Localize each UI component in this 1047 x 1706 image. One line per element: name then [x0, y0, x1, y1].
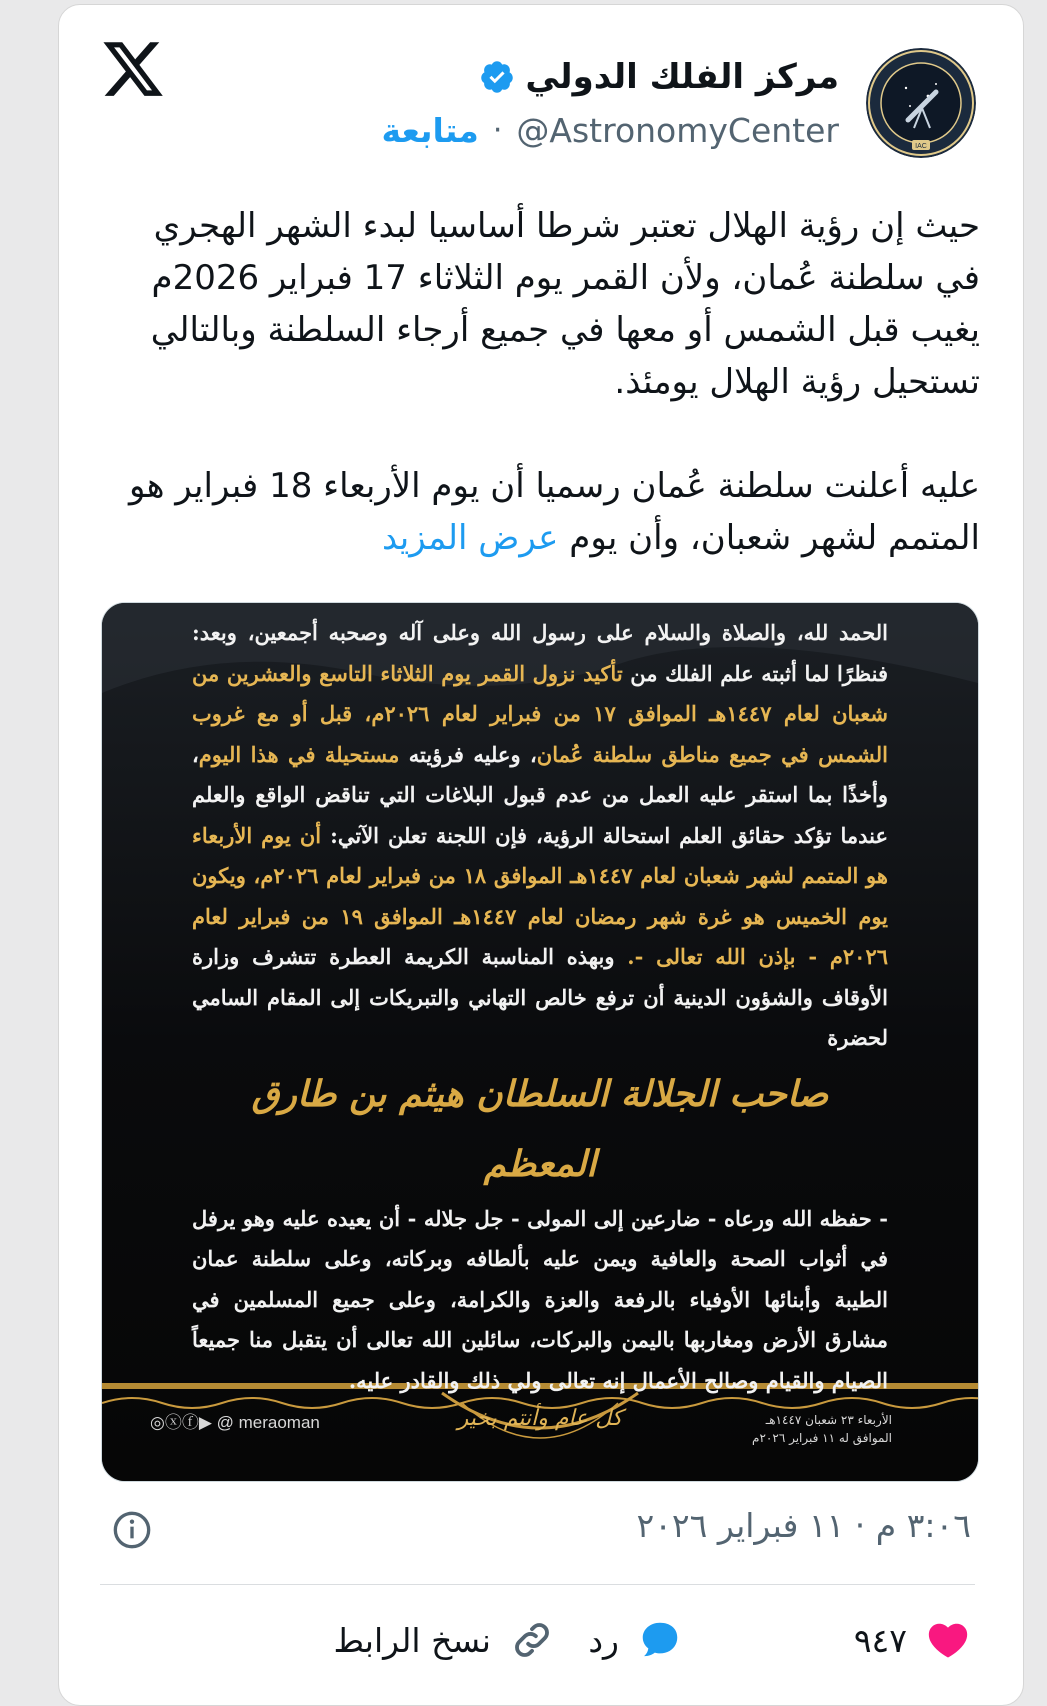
announcement-text	[192, 613, 888, 1401]
media-date	[752, 1411, 892, 1447]
tweet-timestamp[interactable]: ٣:٠٦ م · ١١ فبراير ٢٠٢٦	[636, 1506, 971, 1545]
announcement-line-1: الحمد لله، والصلاة والسلام على رسول الله وعلى آله وصحبه أجمعين، وبعد:	[192, 620, 888, 645]
separator-dot: ·	[492, 112, 503, 148]
x-logo-icon[interactable]	[100, 36, 166, 102]
tweet-paragraph-2-text: عليه أعلنت سلطنة عُمان رسميا أن يوم الأربعاء 18 فبراير هو المتمم لشهر شعبان، وأن يوم	[129, 466, 980, 558]
reply-label: رد	[588, 1620, 619, 1660]
author-name-row	[479, 52, 839, 102]
avatar[interactable]	[866, 48, 976, 158]
display-name[interactable]: مركز الفلك الدولي	[525, 57, 839, 97]
tweet-media-image[interactable]	[101, 602, 979, 1482]
tweet-paragraph-2	[120, 460, 980, 564]
announcement-line-4: وبهذه المناسبة الكريمة العطرة تتشرف وزارة الأوقاف والشؤون الدينية أن ترفع خالص التهاني والتبريكات إلى المقام السامي لحضرة	[192, 944, 888, 1050]
announcement-line-2d: مستحيلة في هذا اليوم	[198, 741, 400, 767]
like-action[interactable]	[854, 1610, 971, 1670]
link-icon[interactable]	[509, 1617, 555, 1663]
follow-button[interactable]: متابعة	[381, 110, 479, 150]
svg-text:IAC: IAC	[915, 143, 927, 150]
media-date-gregorian: الموافق له ١١ فبراير ٢٠٢٦م	[752, 1431, 892, 1445]
announcement-line-3: أن يوم الأربعاء هو المتمم لشهر شعبان لعام ١٤٤٧هـ الموافق ١٨ من فبراير لعام ٢٠٢٦م، ويكون يوم الخميس هو غرة شهر رمضان لعام ١٤٤٧هـ الموافق ١٩ من فبراير لعام ٢٠٢٦م - بإذن الله تعالى -.	[192, 822, 889, 969]
like-count: ٩٤٧	[853, 1620, 907, 1660]
author-handle[interactable]: @AstronomyCenter	[516, 110, 839, 150]
announcement-line-5: - حفظه الله ورعاه - ضارعين إلى المولى - جل جلاله - أن يعيده عليه وهو يرفل في أثواب الصحة والعافية ويمن عليه بألطافه وبركاته، وعلى سلطنة عمان الطيبة وأبنائها الأوفياء بالرفعة والعزة والكرامة، وعلى جميع المسلمين في مشارق الأرض ومغاربها باليمن والبركات، سائلين الله تعالى أن يتقبل منا جميعاً الصيام والقيام وصالح الأعمال إنه تعالى ولي ذلك والقادر عليه.	[192, 1205, 888, 1393]
media-social-handle: ◎ⓧⓕ▶ @ meraoman	[150, 1413, 320, 1432]
announcement-line-2b: تأكيد نزول القمر يوم الثلاثاء التاسع والعشرين من شعبان لعام ١٤٤٧هـ الموافق ١٧ من فبراير لعام ٢٠٢٦م، قبل أو مع غروب الشمس في جميع مناطق سلطنة عُمان	[192, 660, 889, 767]
reply-bubble-icon[interactable]	[637, 1617, 683, 1663]
royal-title: صاحب الجلالة السلطان هيثم بن طارق المعظم	[251, 1072, 829, 1185]
tweet-paragraph-1: حيث إن رؤية الهلال تعتبر شرطا أساسيا لبدء الشهر الهجري في سلطنة عُمان، ولأن القمر يوم الثلاثاء 17 فبراير 2026م يغيب قبل الشمس أو معها في جميع أرجاء السلطنة وبالتالي تستحيل رؤية الهلال يومئذ.	[150, 206, 980, 402]
copy-link-label: نسخ الرابط	[333, 1620, 491, 1660]
announcement-line-2a: فنظرًا لما أثبته علم الفلك من	[622, 660, 888, 686]
info-icon[interactable]	[112, 1510, 152, 1550]
divider	[100, 1584, 975, 1585]
media-signature: كل عام وأنتم بخير	[457, 1406, 623, 1431]
heart-icon[interactable]	[925, 1617, 971, 1663]
media-footer	[102, 1376, 978, 1481]
tweet-text	[120, 200, 980, 564]
show-more-link[interactable]: عرض المزيد	[381, 518, 559, 558]
handle-row	[382, 106, 839, 154]
verified-badge-icon	[479, 59, 515, 95]
announcement-line-2e: ، وأخذًا بما استقر عليه العمل من عدم قبول البلاغات التي تناقض الواقع والعلم عندما تؤكد حقائق العلم استحالة الرؤية، فإن اللجنة تعلن الآتي:	[192, 741, 889, 848]
reply-action[interactable]	[588, 1610, 683, 1670]
announcement-line-2c: ، وعليه فرؤيته	[399, 741, 537, 767]
copy-link-action[interactable]	[333, 1610, 555, 1670]
media-date-hijri: الأربعاء ٢٣ شعبان ١٤٤٧هـ	[765, 1413, 892, 1427]
